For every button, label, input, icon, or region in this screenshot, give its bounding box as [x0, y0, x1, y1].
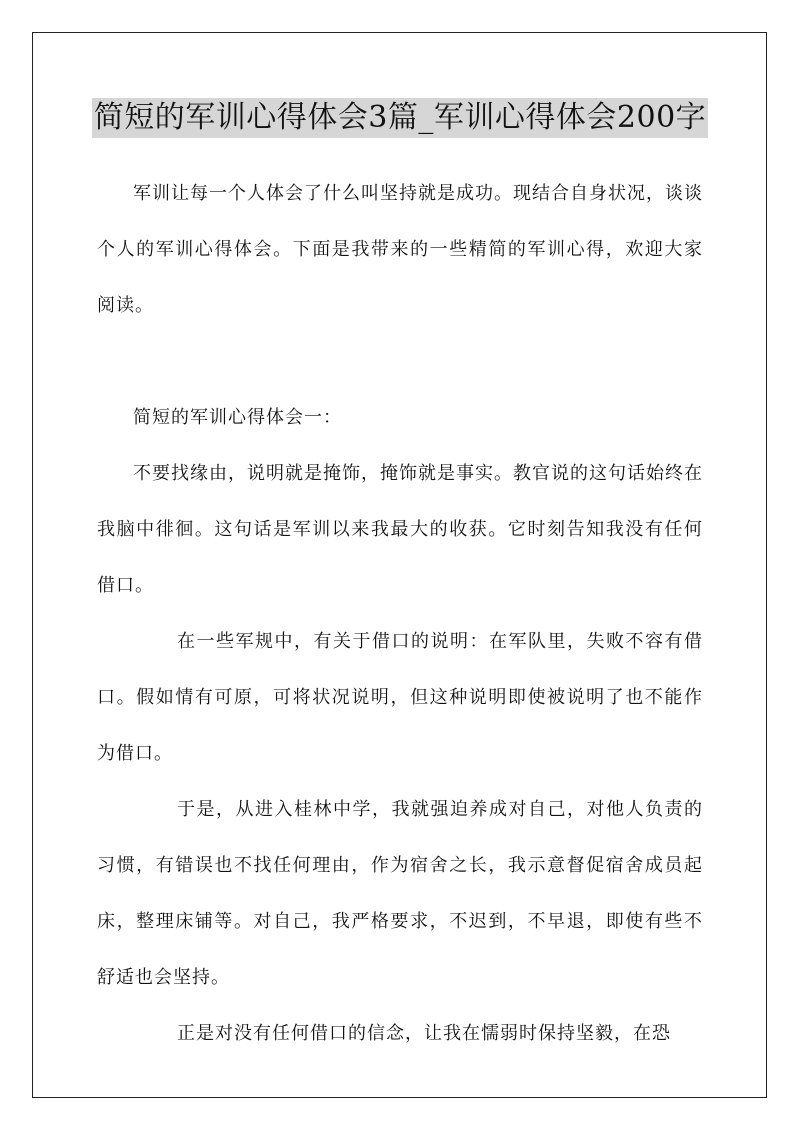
- section-heading: 简短的军训心得体会一：: [133, 407, 342, 428]
- title-container: [0, 98, 800, 138]
- body-paragraph: 正是对没有任何借口的信念，让我在懦弱时保持坚毅，在恐: [177, 1023, 671, 1044]
- body-paragraph: 于是，从进入桂林中学，我就强迫养成对自己，对他人负责的习惯，有错误也不找任何理由，作为宿舍之长，我示意督促宿舍成员起床，整理床铺等。对自己，我严格要求，不迟到，不早退，即使有些不舒适也会坚持。: [97, 799, 703, 988]
- body-paragraph: 在一些军规中，有关于借口的说明：在军队里，失败不容有借口。假如情有可原，可将状况说明，但这种说明即使被说明了也不能作为借口。: [97, 631, 703, 764]
- document-body: [97, 166, 703, 1062]
- body-paragraph: 不要找缘由，说明就是掩饰，掩饰就是事实。教官说的这句话始终在我脑中徘徊。这句话是军训以来我最大的收获。它时刻告知我没有任何借口。: [97, 463, 703, 596]
- intro-paragraph: 军训让每一个人体会了什么叫坚持就是成功。现结合自身状况，谈谈个人的军训心得体会。下面是我带来的一些精简的军训心得，欢迎大家阅读。: [97, 183, 703, 316]
- paragraph-spacer: [97, 334, 703, 390]
- document-title: 简短的军训心得体会3篇_军训心得体会200字: [92, 98, 708, 138]
